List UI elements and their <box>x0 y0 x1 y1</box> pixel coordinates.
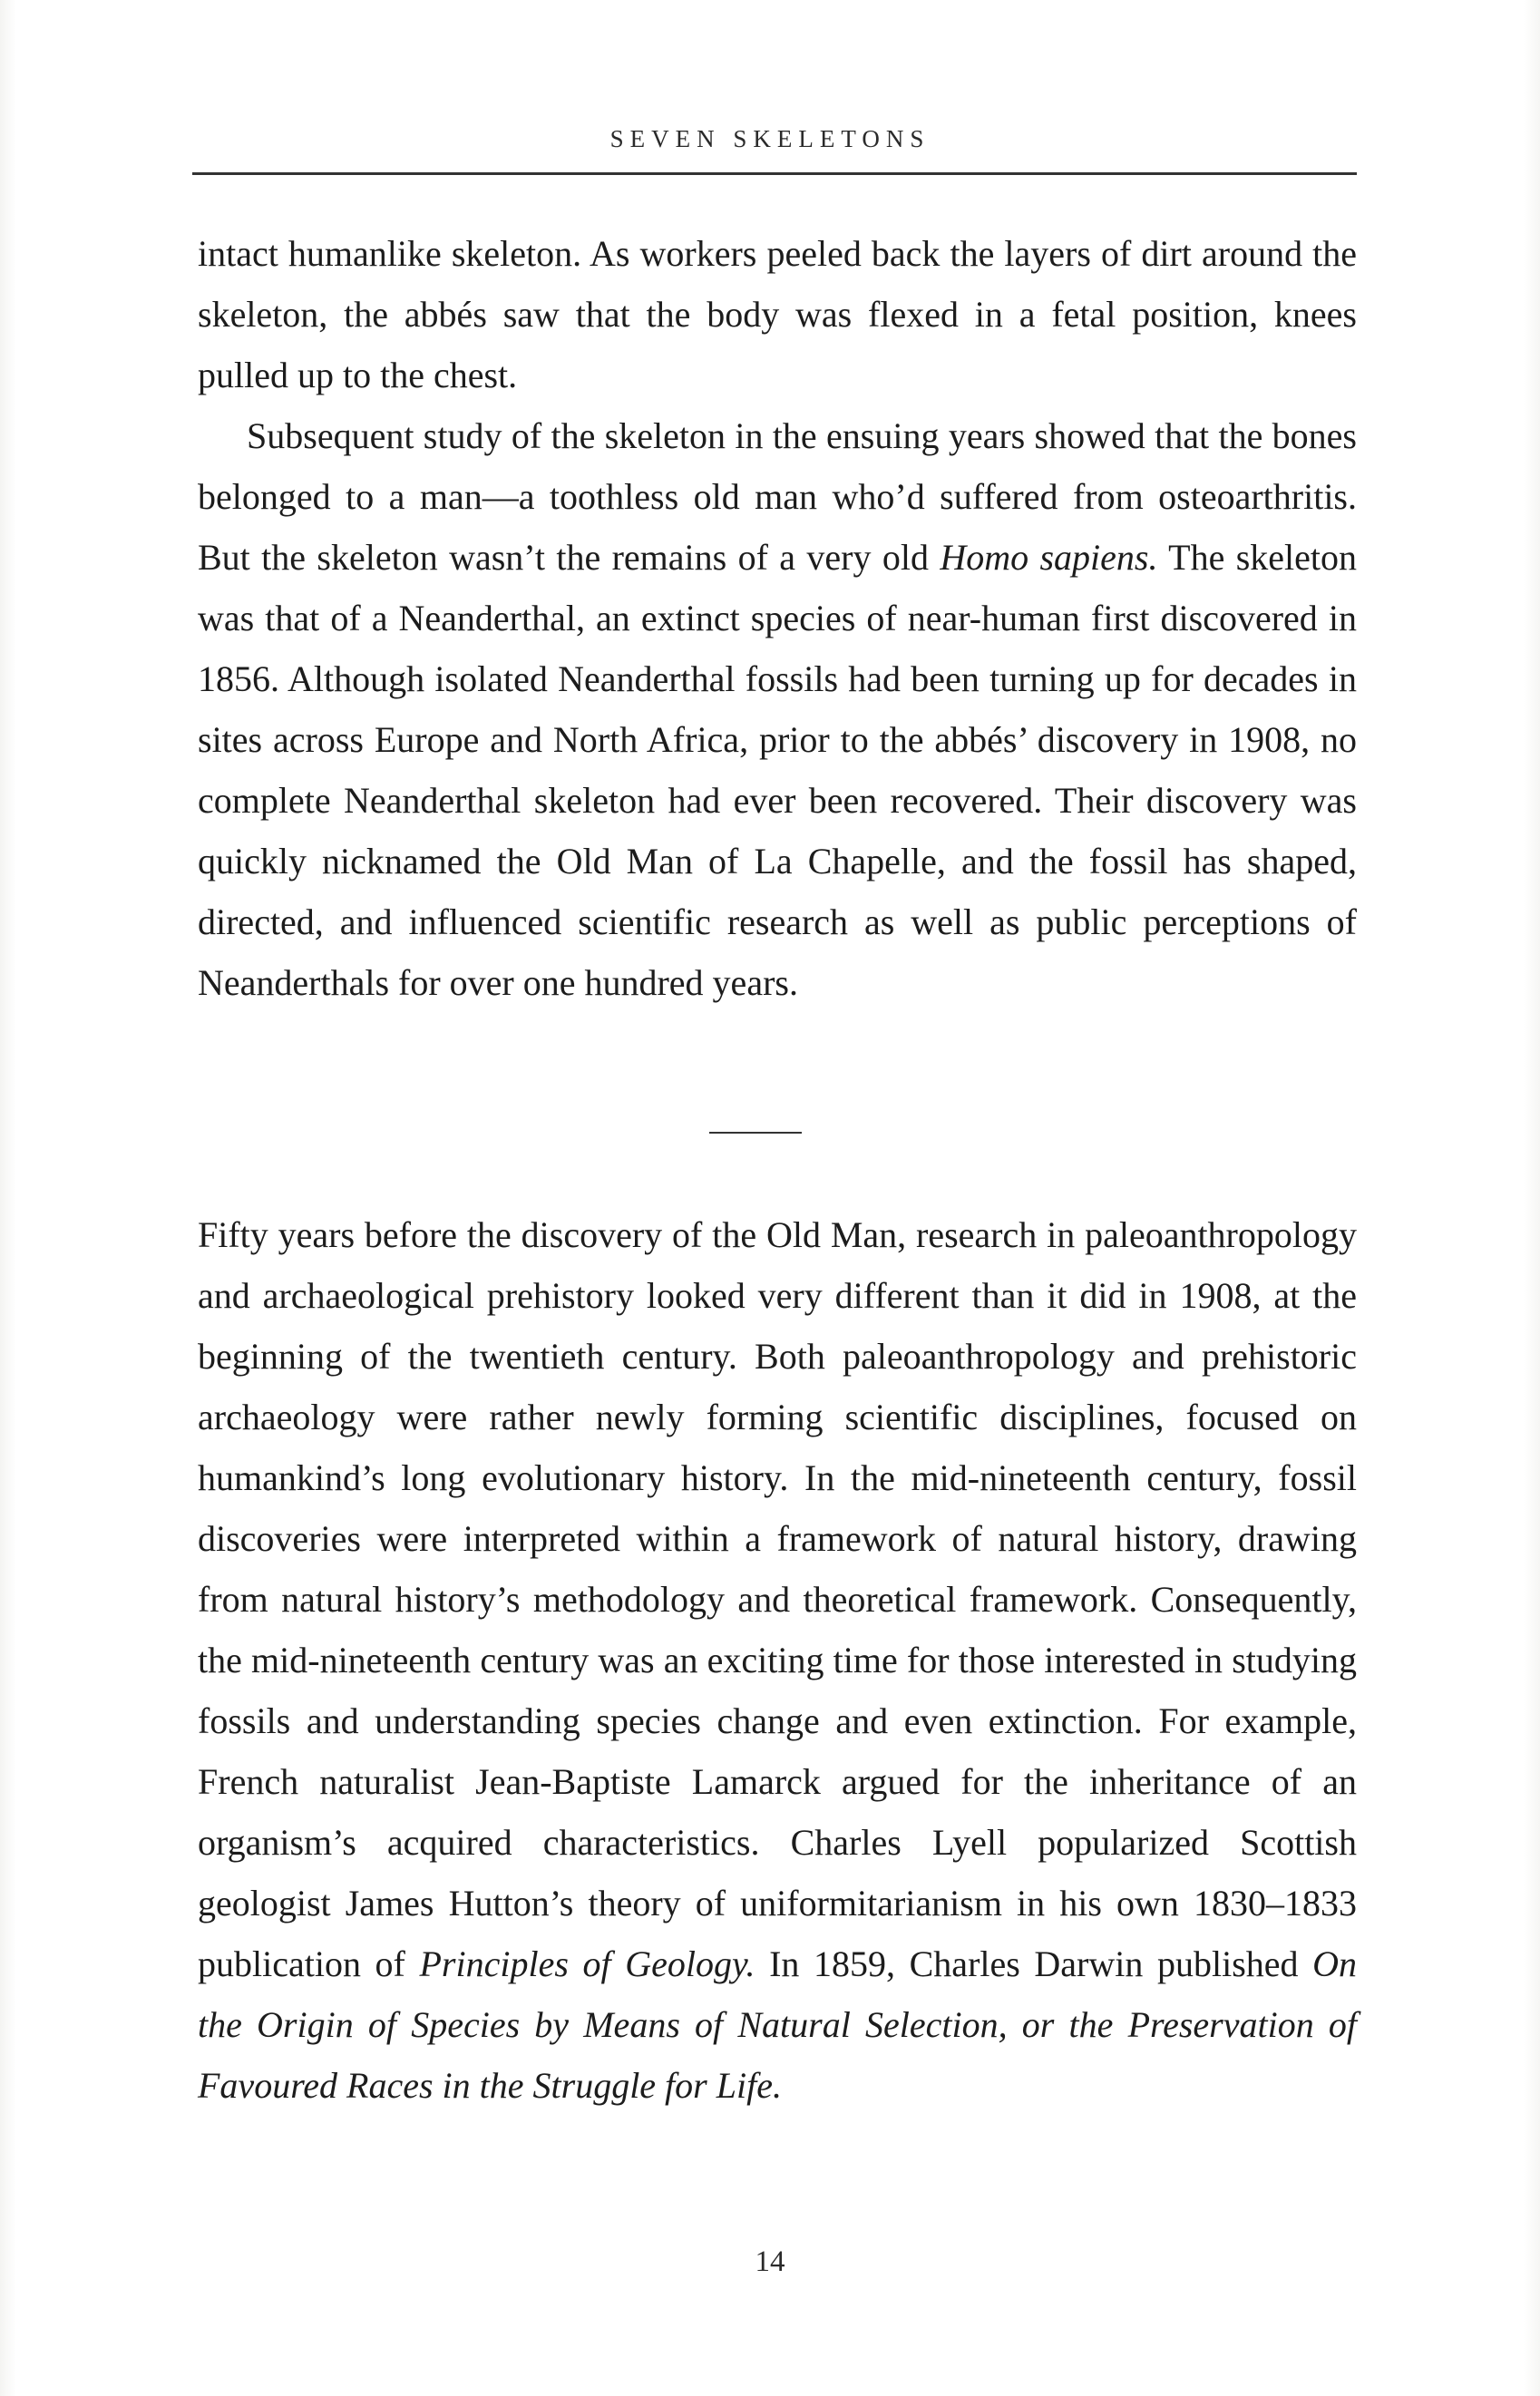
italic-text: Homo sapiens. <box>940 537 1158 578</box>
italic-text: On the Origin of Species by Means of Natural Selection, or the Preservation of Favoured Races in the Struggle for Life. <box>198 1943 1358 2106</box>
paragraph <box>198 405 1357 1013</box>
text-run: Fifty years before the discovery of the Old Man, research in paleoanthropology and archaeological prehistory looked very different than it did in 1908, at the beginning of the twentieth century. Both paleoanthropology and prehistoric archaeology were rather newly forming scientific disciplines, focused on humankind’s long evolutionary history. In the mid-nineteenth century, fossil discoveries were interpreted within a framework of natural history, drawing from natural history’s methodology and theoretical framework. Consequently, the mid-nineteenth century was an exciting time for those interested in studying fossils and understanding species change and even extinction. For example, French naturalist Jean-Baptiste Lamarck argued for the inheritance of an organism’s acquired characteristics. Charles Lyell popularized Scottish geologist James Hutton’s theory of uniformitarianism in his own 1830–1833 publication of <box>198 1214 1357 1984</box>
text-block-upper <box>198 223 1357 1013</box>
header-rule <box>192 172 1357 175</box>
page-number: 14 <box>755 2245 785 2278</box>
paragraph <box>198 223 1357 405</box>
text-run: In 1859, Charles Darwin published <box>755 1943 1313 1984</box>
text-run: Subsequent study of the skeleton in the ensuing years showed that the bones belonged to a man—a toothless old man who’d suffered from osteoarthritis. But the skeleton wasn’t the remains of a very old <box>198 415 1357 578</box>
paragraph <box>198 1204 1357 2116</box>
running-head: SEVEN SKELETONS <box>609 125 931 152</box>
text-run: The skeleton was that of a Neanderthal, an extinct species of near-human first discovered in 1856. Although isolated Neanderthal fossils had been turning up for decades in sites across Europe and North Africa, prior to the abbés’ discovery in 1908, no complete Neanderthal skeleton had ever been recovered. Their discovery was quickly nicknamed the Old Man of La Chapelle, and the fossil has shaped, directed, and influenced scientific research as well as public perceptions of Neanderthals for over one hundred years. <box>198 537 1358 1003</box>
text-block-lower <box>198 1204 1357 2116</box>
italic-text: Principles of Geology. <box>419 1943 755 1984</box>
text-run: intact humanlike skeleton. As workers peeled back the layers of dirt around the skeleton, the abbés saw that the body was flexed in a fetal position, knees pulled up to the chest. <box>198 233 1357 395</box>
section-break-rule <box>709 1132 802 1134</box>
